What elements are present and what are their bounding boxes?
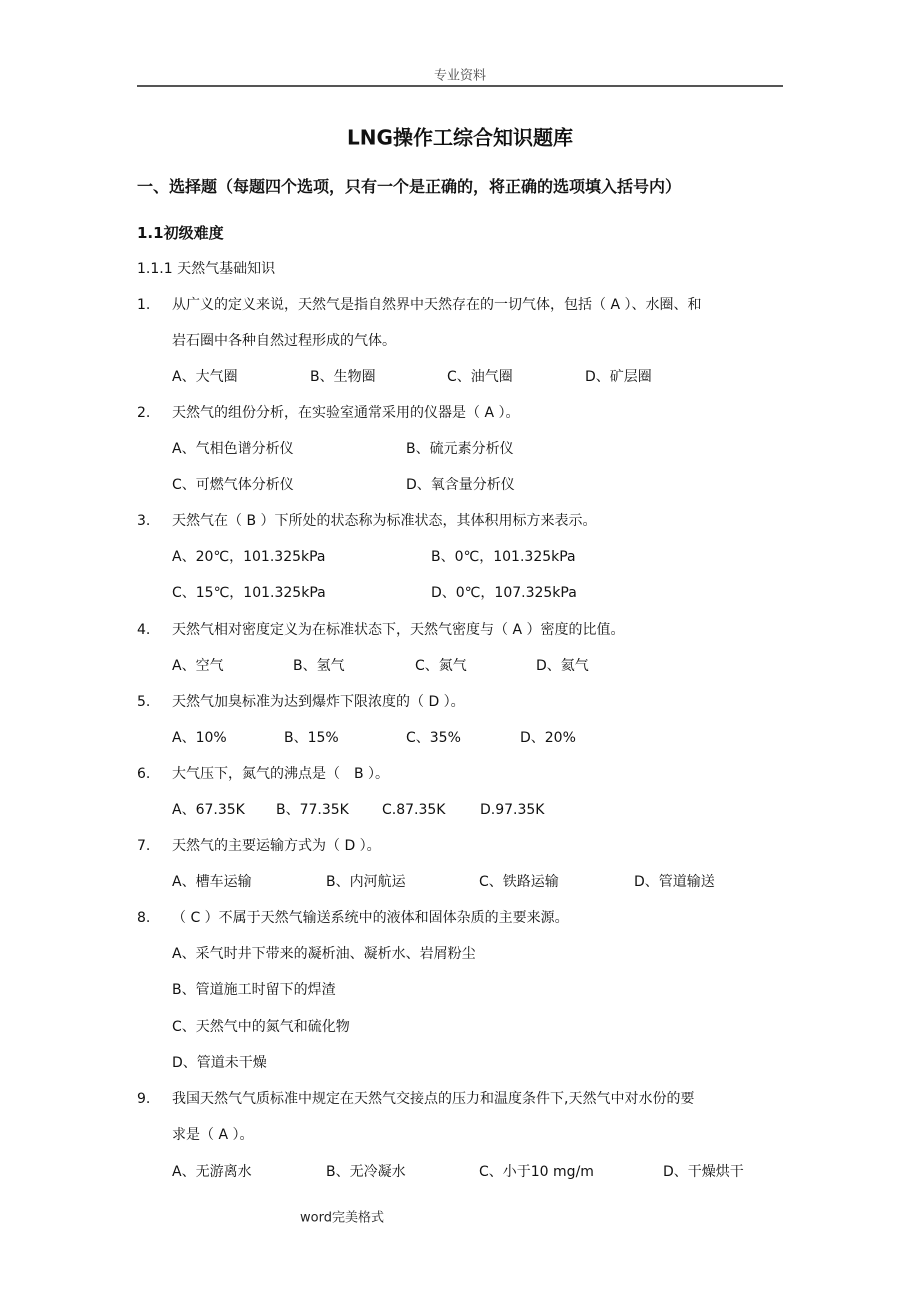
question-number: 4.	[137, 622, 151, 638]
question-text: 我国天然气气质标准中规定在天然气交接点的压力和温度条件下,天然气中对水份的要	[172, 1091, 695, 1107]
question-text: 天然气的主要运输方式为（ D ）。	[172, 838, 381, 854]
question-number: 1.	[137, 297, 151, 313]
option: C、15℃，101.325kPa	[172, 585, 326, 601]
section-heading: 一、选择题（每题四个选项，只有一个是正确的，将正确的选项填入括号内）	[137, 177, 682, 196]
option: D、干燥烘干	[663, 1164, 744, 1180]
option: A、无游离水	[172, 1164, 252, 1180]
option: C、氮气	[415, 658, 467, 674]
option: C、可燃气体分析仪	[172, 477, 294, 493]
option: C.87.35K	[382, 802, 446, 818]
question-text: 天然气加臭标准为达到爆炸下限浓度的（ D ）。	[172, 694, 465, 710]
option: D、20%	[520, 730, 576, 746]
question-text: 天然气在（ B ）下所处的状态称为标准状态，其体积用标方来表示。	[172, 513, 597, 529]
option: B、77.35K	[276, 802, 349, 818]
option: A、空气	[172, 658, 224, 674]
page-header: 专业资料	[433, 68, 486, 84]
option: D、氧含量分析仪	[406, 477, 515, 493]
option: D、管道未干燥	[172, 1055, 267, 1071]
question-number: 2.	[137, 405, 151, 421]
question-number: 7.	[137, 838, 151, 854]
question-text: （ C ）不属于天然气输送系统中的液体和固体杂质的主要来源。	[172, 910, 569, 926]
page-footer: word完美格式	[300, 1210, 384, 1226]
question-number: 9.	[137, 1091, 151, 1107]
option: C、天然气中的氮气和硫化物	[172, 1019, 350, 1035]
option: A、10%	[172, 730, 227, 746]
option: B、氢气	[293, 658, 345, 674]
question-text: 大气压下，氮气的沸点是（ B ）。	[172, 766, 390, 782]
subsubsection-heading: 1.1.1 天然气基础知识	[137, 261, 276, 277]
header-rule	[137, 85, 783, 87]
option: D、管道输送	[634, 874, 715, 890]
question-number: 5.	[137, 694, 151, 710]
question-text: 求是（ A ）。	[172, 1127, 254, 1143]
option: C、小于10 mg/m	[479, 1164, 594, 1180]
subsection-heading: 1.1初级难度	[137, 224, 224, 242]
option: D.97.35K	[480, 802, 545, 818]
option: B、硫元素分析仪	[406, 441, 514, 457]
option: A、槽车运输	[172, 874, 252, 890]
option: D、氦气	[536, 658, 589, 674]
option: A、采气时井下带来的凝析油、凝析水、岩屑粉尘	[172, 946, 476, 962]
option: C、油气圈	[447, 369, 513, 385]
option: A、大气圈	[172, 369, 238, 385]
document-title: LNG操作工综合知识题库	[347, 125, 573, 150]
option: D、0℃，107.325kPa	[431, 585, 577, 601]
option: B、管道施工时留下的焊渣	[172, 982, 336, 998]
option: B、15%	[284, 730, 339, 746]
option: B、0℃，101.325kPa	[431, 549, 576, 565]
question-number: 6.	[137, 766, 151, 782]
option: A、气相色谱分析仪	[172, 441, 294, 457]
option: B、内河航运	[326, 874, 406, 890]
option: D、矿层圈	[585, 369, 652, 385]
option: A、67.35K	[172, 802, 245, 818]
question-text: 从广义的定义来说，天然气是指自然界中天然存在的一切气体，包括（ A ）、水圈、和	[172, 297, 702, 313]
option: C、铁路运输	[479, 874, 559, 890]
question-text: 天然气相对密度定义为在标准状态下，天然气密度与（ A ）密度的比值。	[172, 622, 625, 638]
question-number: 3.	[137, 513, 151, 529]
option: C、35%	[406, 730, 461, 746]
option: B、生物圈	[310, 369, 376, 385]
question-number: 8.	[137, 910, 151, 926]
question-text: 岩石圈中各种自然过程形成的气体。	[172, 333, 396, 349]
option: B、无冷凝水	[326, 1164, 406, 1180]
option: A、20℃，101.325kPa	[172, 549, 326, 565]
question-text: 天然气的组份分析，在实验室通常采用的仪器是（ A ）。	[172, 405, 520, 421]
